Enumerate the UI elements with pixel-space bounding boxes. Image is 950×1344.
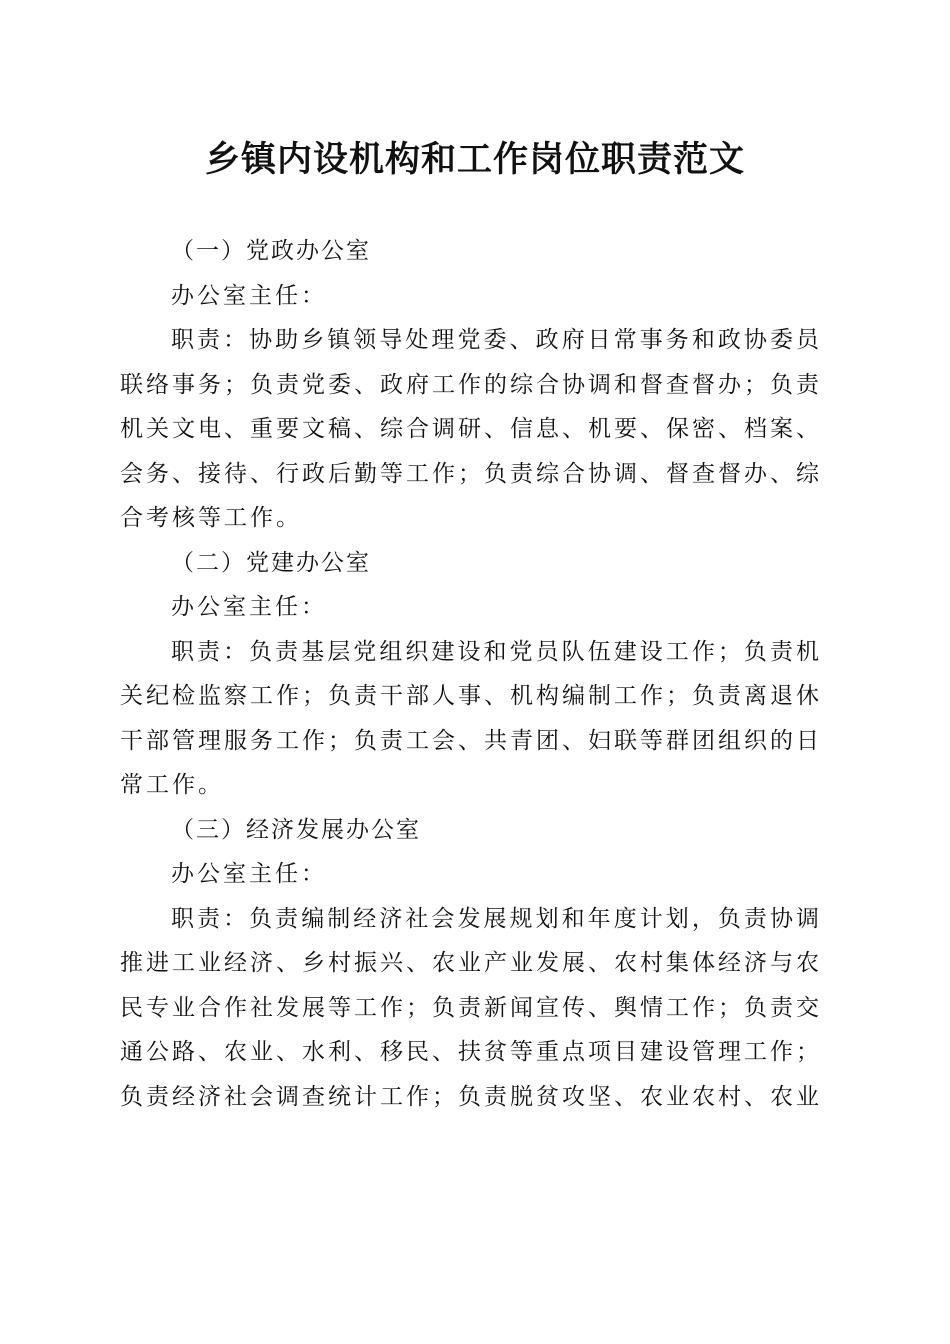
section-heading: （三）经济发展办公室 xyxy=(171,816,421,843)
section-position: 办公室主任： xyxy=(171,594,327,620)
section-position: 办公室主任： xyxy=(171,861,327,887)
document-body xyxy=(120,229,822,1119)
section-heading: （二）党建办公室 xyxy=(171,549,371,576)
section-duties: 职责：负责编制经济社会发展规划和年度计划，负责协调推进工业经济、乡村振兴、农业产业发展、农村集体经济与农民专业合作社发展等工作；负责新闻宣传、舆情工作；负责交通公路、农业、水利、移民、扶贫等重点项目建设管理工作；负责经济社会调查统计工作；负责脱贫攻坚、农业农村、农业 xyxy=(120,905,822,1110)
section-duties: 职责：协助乡镇领导处理党委、政府日常事务和政协委员联络事务；负责党委、政府工作的综合协调和督查督办；负责机关文电、重要文稿、综合调研、信息、机要、保密、档案、会务、接待、行政后勤等工作；负责综合协调、督查督办、综合考核等工作。 xyxy=(120,327,822,531)
document-title: 乡镇内设机构和工作岗位职责范文 xyxy=(204,139,745,180)
section-heading: （一）党政办公室 xyxy=(171,238,371,264)
section-duties: 职责：负责基层党组织建设和党员队伍建设工作；负责机关纪检监察工作；负责干部人事、机构编制工作；负责离退休干部管理服务工作；负责工会、共青团、妇联等群团组织的日常工作。 xyxy=(120,638,822,798)
section-position: 办公室主任： xyxy=(171,282,327,309)
